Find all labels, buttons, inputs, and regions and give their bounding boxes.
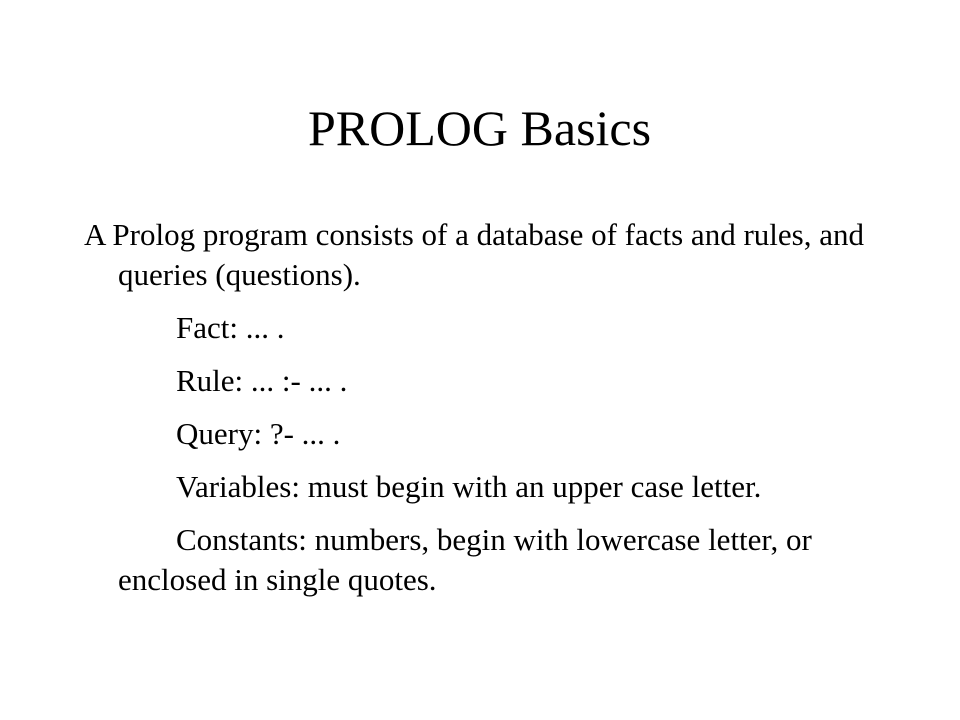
query-line: Query: ?- ... . xyxy=(176,416,341,451)
rule-line: Rule: ... :- ... . xyxy=(176,363,348,398)
constants-line: Constants: numbers, begin with lowercase letter, or enclosed in single quotes. xyxy=(118,522,812,597)
variables-line: Variables: must begin with an upper case letter. xyxy=(176,469,762,504)
slide-title: PROLOG Basics xyxy=(308,100,652,156)
slide-body xyxy=(84,215,864,600)
intro-paragraph: A Prolog program consists of a database of facts and rules, and queries (questions). xyxy=(84,217,864,292)
fact-line: Fact: ... . xyxy=(176,310,285,345)
